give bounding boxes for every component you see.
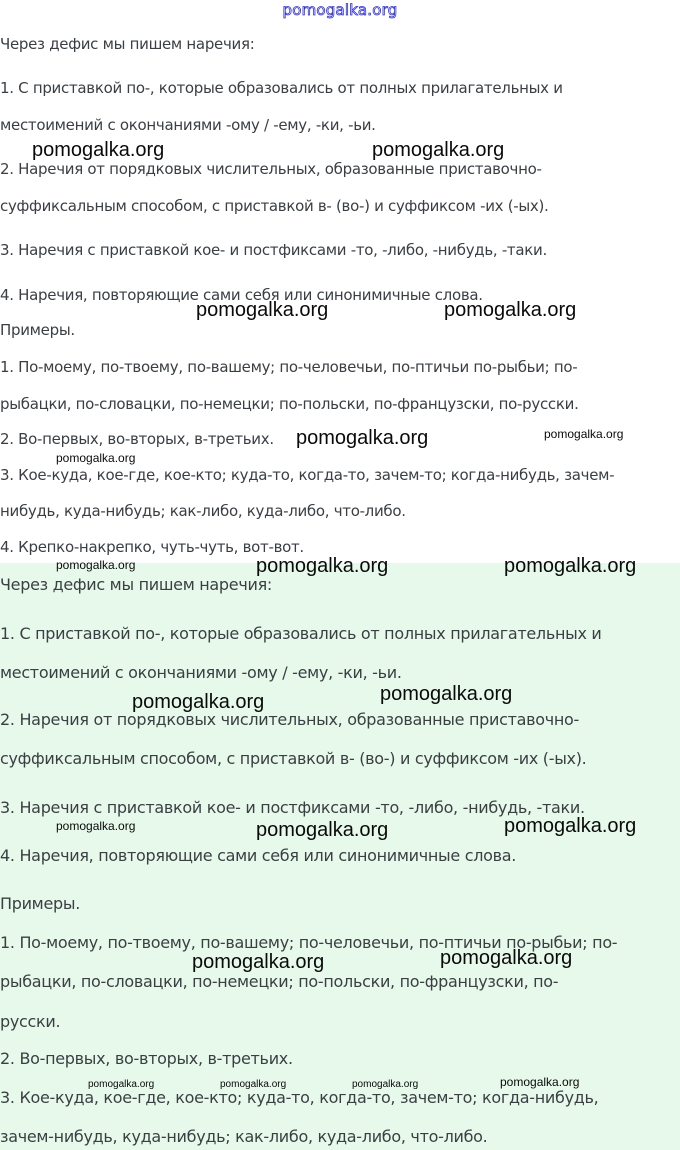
rule-2-line-2: суффиксальным способом, с приставкой в- (во-) и суффиксом -их (-ых). <box>0 749 587 768</box>
watermark: pomogalka.org <box>56 819 136 833</box>
rule-1-line-2: местоимений с окончаниями -ому / -ему, -ки, -ьи. <box>0 116 376 134</box>
rule-2-line-1: 2. Наречия от порядковых числительных, образованные приставочно- <box>0 710 580 729</box>
watermark: pomogalka.org <box>504 815 637 837</box>
watermark: pomogalka.org <box>500 1075 580 1089</box>
watermark: pomogalka.org <box>544 427 624 441</box>
rule-3: 3. Наречия с приставкой кое- и постфиксами -то, -либо, -нибудь, -таки. <box>0 241 547 259</box>
example-1-line-1: 1. По-моему, по-твоему, по-вашему; по-человечьи, по-птичьи по-рыбьи; по- <box>0 933 618 952</box>
watermark: pomogalka.org <box>56 558 136 572</box>
rule-1-line-1: 1. С приставкой по-, которые образовались от полных прилагательных и <box>0 624 602 643</box>
example-1-line-3: русски. <box>0 1012 61 1031</box>
watermark: pomogalka.org <box>504 555 637 577</box>
header-watermark[interactable]: pomogalka.org <box>282 1 398 19</box>
rule-1-line-2: местоимений с окончаниями -ому / -ему, -ки, -ьи. <box>0 663 402 682</box>
watermark: pomogalka.org <box>296 427 429 449</box>
watermark: pomogalka.org <box>220 1079 287 1090</box>
watermark: pomogalka.org <box>352 1079 419 1090</box>
example-3-line-1: 3. Кое-куда, кое-где, кое-кто; куда-то, когда-то, зачем-то; когда-нибудь, <box>0 1088 599 1107</box>
rule-3: 3. Наречия с приставкой кое- и постфиксами -то, -либо, -нибудь, -таки. <box>0 798 585 817</box>
example-1-line-1: 1. По-моему, по-твоему, по-вашему; по-человечьи, по-птичьи по-рыбьи; по- <box>0 358 578 376</box>
example-1-line-2: рыбацки, по-словацки, по-немецки; по-польски, по-французски, по-русски. <box>0 395 579 413</box>
examples-heading: Примеры. <box>0 894 80 913</box>
example-3-line-2: нибудь, куда-нибудь; как-либо, куда-либо, что-либо. <box>0 502 406 520</box>
watermark: pomogalka.org <box>56 451 136 465</box>
example-2: 2. Во-первых, во-вторых, в-третьих. <box>0 430 274 448</box>
intro-text: Через дефис мы пишем наречия: <box>0 35 255 53</box>
examples-heading: Примеры. <box>0 321 75 339</box>
watermark: pomogalka.org <box>444 299 577 321</box>
intro-text: Через дефис мы пишем наречия: <box>0 575 272 594</box>
watermark: pomogalka.org <box>196 299 329 321</box>
example-2: 2. Во-первых, во-вторых, в-третьих. <box>0 1049 293 1068</box>
watermark: pomogalka.org <box>372 139 505 161</box>
rule-4: 4. Наречия, повторяющие сами себя или синонимичные слова. <box>0 286 483 304</box>
rule-2-line-2: суффиксальным способом, с приставкой в- (во-) и суффиксом -их (-ых). <box>0 197 549 215</box>
watermark: pomogalka.org <box>256 555 389 577</box>
example-3-line-2: зачем-нибудь, куда-нибудь; как-либо, куда-либо, что-либо. <box>0 1127 488 1146</box>
watermark: pomogalka.org <box>440 947 573 969</box>
rule-2-line-1: 2. Наречия от порядковых числительных, образованные приставочно- <box>0 160 542 178</box>
watermark: pomogalka.org <box>192 951 325 973</box>
rule-4: 4. Наречия, повторяющие сами себя или синонимичные слова. <box>0 846 517 865</box>
watermark: pomogalka.org <box>132 691 265 713</box>
example-4: 4. Крепко-накрепко, чуть-чуть, вот-вот. <box>0 538 304 556</box>
example-3-line-1: 3. Кое-куда, кое-где, кое-кто; куда-то, когда-то, зачем-то; когда-нибудь, зачем- <box>0 466 615 484</box>
watermark: pomogalka.org <box>380 683 513 705</box>
example-1-line-2: рыбацки, по-словацки, по-немецки; по-польски, по-французски, по- <box>0 972 559 991</box>
watermark: pomogalka.org <box>256 819 389 841</box>
watermark: pomogalka.org <box>32 139 165 161</box>
rule-1-line-1: 1. С приставкой по-, которые образовались от полных прилагательных и <box>0 79 563 97</box>
watermark: pomogalka.org <box>88 1079 155 1090</box>
